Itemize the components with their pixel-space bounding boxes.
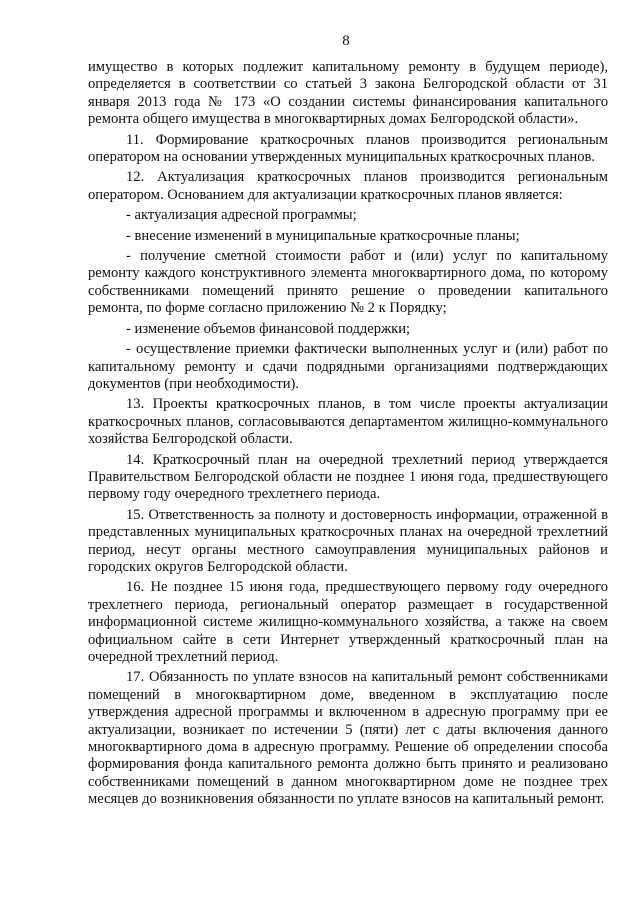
paragraph-continuation: имущество в которых подлежит капитальному ремонту в будущем периоде), определяется в соответствии со статьей 3 закона Белгородской области от 31 января 2013 года № 173 «О создании системы финансирования капитального ремонта общего имущества в многоквартирных домах Белгородской области». (88, 59, 608, 128)
paragraph-12-item: - получение сметной стоимости работ и (или) услуг по капитальному ремонту каждого конструктивного элемента многоквартирного дома, по которому собственниками помещений принято решение о проведении капитального ремонта, по форме согласно приложению № 2 к Порядку; (88, 248, 608, 317)
paragraph-13: 13. Проекты краткосрочных планов, в том числе проекты актуализации краткосрочных планов, согласовываются департаментом жилищно-коммунального хозяйства Белгородской области. (88, 396, 608, 448)
paragraph-12-item: - внесение изменений в муниципальные краткосрочные планы; (126, 227, 520, 244)
paragraph-14: 14. Краткосрочный план на очередной трехлетний период утверждается Правительством Белгородской области не позднее 1 июня года, предшествующего первому году очередного трехлетнего периода. (88, 451, 608, 503)
paragraph-15: 15. Ответственность за полноту и достоверность информации, отраженной в представленных муниципальных краткосрочных планах на очередной трехлетний период, несут органы местного самоуправления муниципальных районов и городских округов Белгородской области. (88, 506, 608, 575)
paragraph-12-item: - изменение объемов финансовой поддержки; (126, 320, 411, 337)
paragraph-12: 12. Актуализация краткосрочных планов производится региональным оператором. Основанием для актуализации краткосрочных планов является: (88, 169, 608, 203)
paragraph-12-item: - актуализация адресной программы; (126, 207, 357, 224)
paragraph-16: 16. Не позднее 15 июня года, предшествующего первому году очередного трехлетнего периода, региональный оператор размещает в государственной информационной системе жилищно-коммунального хозяйства, а также на своем официальном сайте в сети Интернет утвержденный краткосрочный план на очередной трехлетний период. (88, 579, 608, 665)
document-body (88, 59, 608, 809)
paragraph-12-item: - осуществление приемки фактически выполненных услуг и (или) работ по капитальному ремонту и сдачи подрядными организациями подтверждающих документов (при необходимости). (88, 341, 608, 392)
paragraph-17: 17. Обязанность по уплате взносов на капитальный ремонт собственниками помещений в многоквартирном доме, введенном в эксплуатацию после утверждения адресной программы и включенном в адресную программу при ее актуализации, возникает по истечении 5 (пяти) лет с даты включения данного многоквартирного дома в адресную программу. Решение об определении способа формирования фонда капитального ремонта должно быть принято и реализовано собственниками помещений в данном многоквартирном доме не позднее трех месяцев до возникновения обязанности по уплате взносов на капитальный ремонт. (88, 669, 608, 808)
page-number: 8 (342, 33, 350, 49)
paragraph-11: 11. Формирование краткосрочных планов производится региональным оператором на основании утвержденных муниципальных краткосрочных планов. (88, 131, 608, 166)
